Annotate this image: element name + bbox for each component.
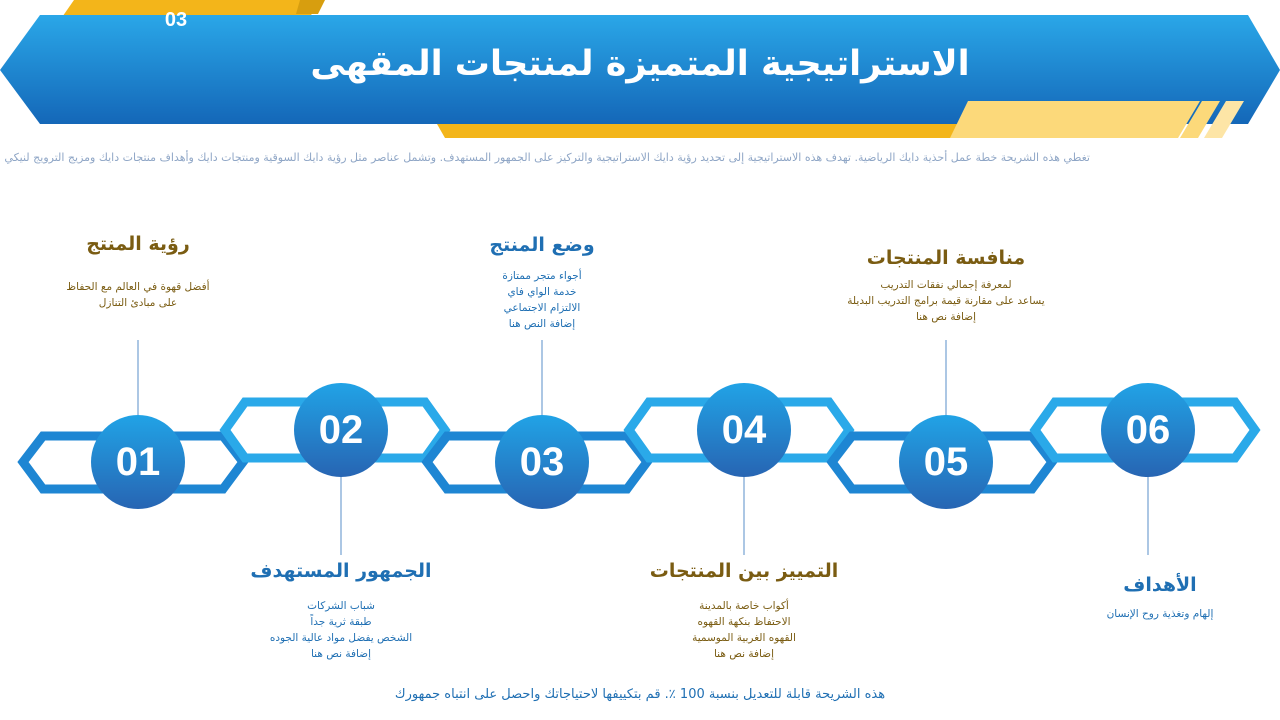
step-5-line-1: لمعرفة إجمالي نفقات التدريب [880, 279, 1012, 291]
step-6-line-1: إلهام وتغذية روح الإنسان [1106, 608, 1214, 620]
step-5-line-2: يساعد على مقارنة قيمة برامج التدريب البديلة [847, 295, 1045, 307]
step-4-line-3: القهوه الغربية الموسمية [692, 632, 796, 644]
step-title-1: رؤية المنتج [86, 233, 190, 255]
step-title-6: الأهداف [1123, 574, 1197, 596]
step-title-5: منافسة المنتجات [866, 247, 1026, 269]
step-4-line-1: أكواب خاصة بالمدينة [699, 600, 789, 612]
step-desc-3 [392, 268, 692, 332]
step-3-line-1: أجواء متجر ممتازة [502, 270, 582, 282]
step-number-6: 06 [1125, 408, 1171, 452]
step-desc-4 [594, 598, 894, 662]
step-number-1: 01 [115, 440, 161, 484]
step-5-line-3: إضافة نص هنا [915, 311, 977, 323]
step-4-line-2: الاحتفاظ بنكهة القهوه [697, 616, 791, 628]
page-title: الاستراتيجية المتميزة لمنتجات المقهى [310, 44, 970, 84]
footer-note: هذه الشريحة قابلة للتعديل بنسبة 100 ٪. قم بتكييفها لاحتياجاتك واحصل على انتباه جمهورك [394, 687, 886, 702]
step-title-3: وضع المنتج [489, 234, 595, 256]
step-2-line-4: إضافة نص هنا [310, 648, 372, 660]
tab-shadow [296, 0, 325, 14]
step-desc-1 [0, 279, 288, 311]
step-desc-6 [1010, 606, 1280, 622]
step-desc-2 [191, 598, 491, 662]
banner-light-stripe [950, 101, 1200, 138]
step-1-line-1: أفضل قهوة في العالم مع الحفاظ [66, 281, 210, 293]
step-3-line-3: الالتزام الاجتماعي [503, 302, 581, 314]
step-4-line-4: إضافة نص هنا [713, 648, 775, 660]
step-desc-5 [796, 277, 1096, 325]
step-number-3: 03 [519, 440, 565, 484]
intro-text: تغطي هذه الشريحة خطة عمل أحذية دايك الرياضية. تهدف هذه الاستراتيجية إلى تحديد رؤية دايك الاستراتيجية والتركيز على الجمهور المستهدف. وتشمل عناصر مثل رؤية دايك السوقية ومنتجات دايك وأهداف منتجات دايك ومزيج الترويج لنيكي [4, 151, 1090, 164]
step-number-4: 04 [721, 408, 767, 452]
banner-gold-stripe [437, 124, 1000, 138]
step-2-line-2: طبقة ثرية جداً [310, 616, 372, 628]
hexagon-chain [23, 402, 1255, 489]
step-title-2: الجمهور المستهدف [250, 560, 432, 582]
step-1-line-2: على مبادئ التنازل [98, 297, 178, 309]
step-3-line-4: إضافة النص هنا [508, 318, 576, 330]
step-number-2: 02 [318, 408, 364, 452]
step-number-5: 05 [923, 440, 969, 484]
step-3-line-2: خدمة الواي فاي [507, 286, 577, 298]
step-2-line-1: شباب الشركات [307, 600, 375, 612]
step-title-4: التمييز بين المنتجات [649, 560, 839, 582]
slide-number: 03 [164, 9, 188, 31]
step-2-line-3: الشخص يفضل مواد عالية الجوده [269, 632, 413, 644]
